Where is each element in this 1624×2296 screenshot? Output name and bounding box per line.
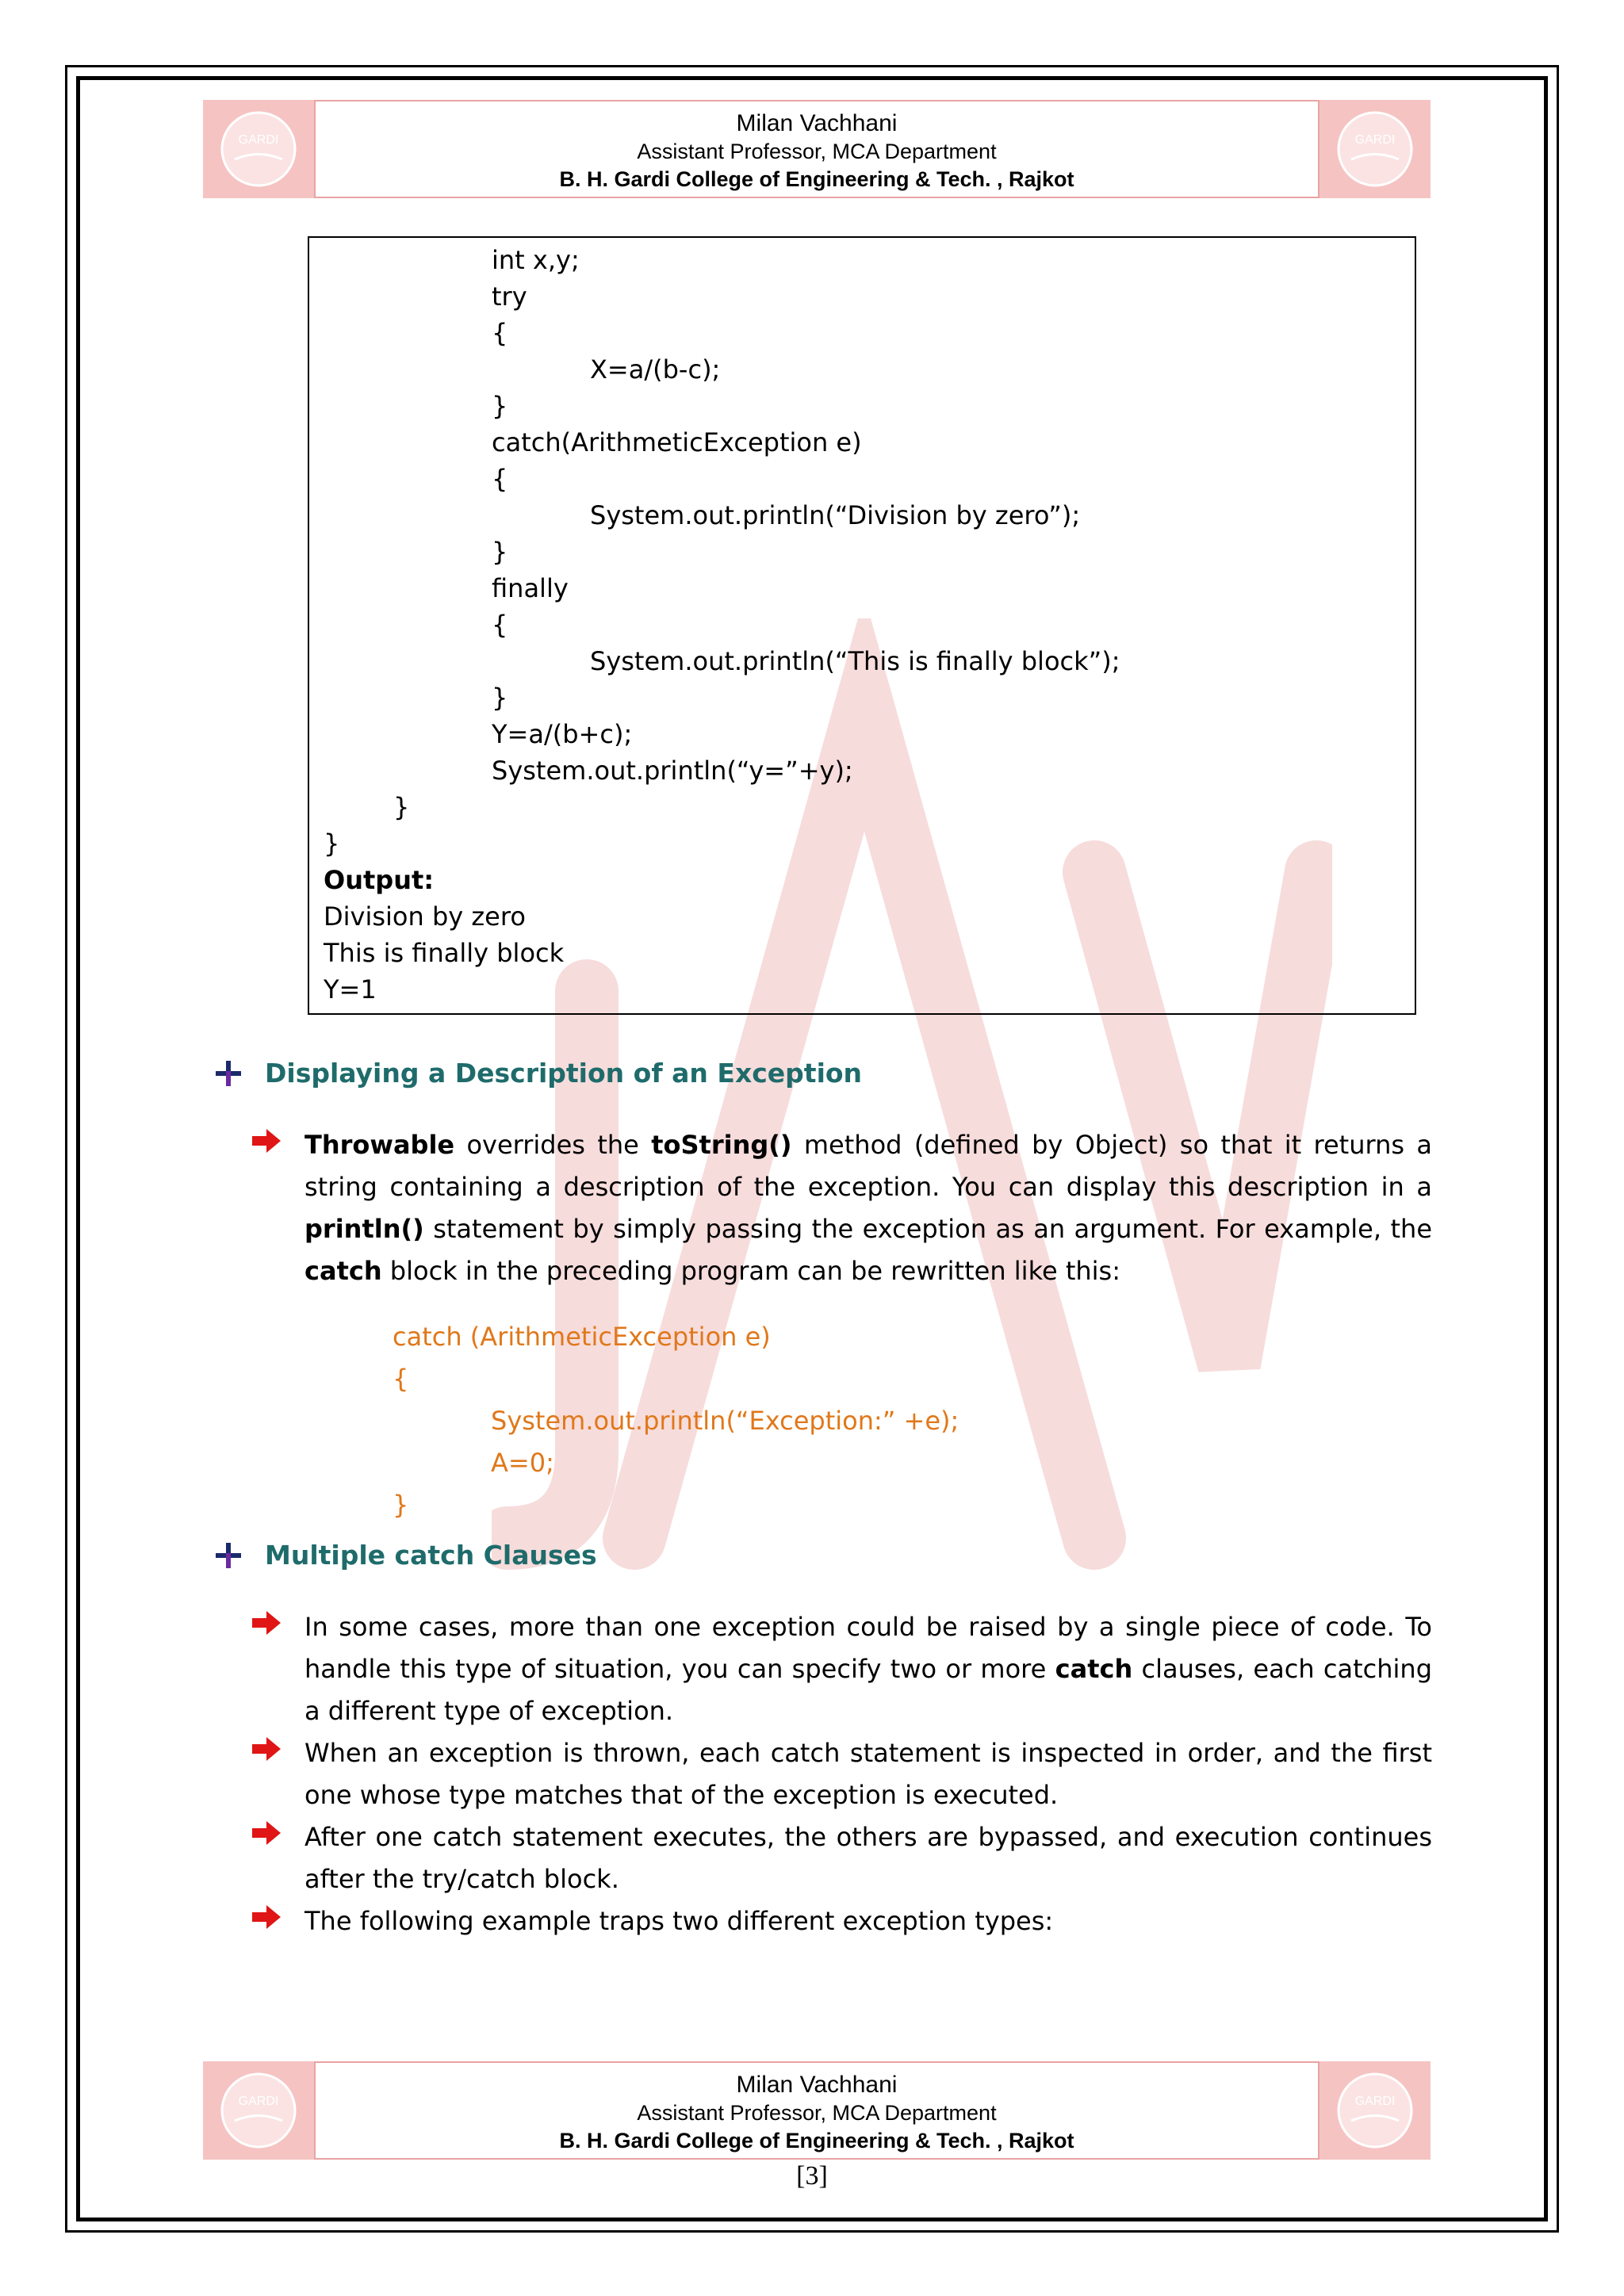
list-item [252, 1816, 1432, 1900]
code-line: { [492, 610, 508, 640]
svg-text:GARDI: GARDI [1354, 2095, 1396, 2108]
list-item [252, 1124, 1432, 1292]
arrow-bullet-icon [252, 1129, 281, 1153]
list-item [252, 1606, 1432, 1732]
header-text-box [314, 100, 1320, 198]
code-line: A=0; [491, 1448, 554, 1478]
college-name: B. H. Gardi College of Engineering & Tech. , Rajkot [559, 167, 1074, 191]
college-logo-icon [203, 100, 314, 198]
code-line: } [324, 828, 340, 859]
paragraph-text: The following example traps two different exception types: [304, 1906, 1054, 1936]
college-logo-icon [1320, 2061, 1431, 2160]
paragraph-text: When an exception is thrown, each catch statement is inspected in order, and the first one whose type matches that of the exception is executed. [304, 1738, 1432, 1810]
code-line: Y=a/(b+c); [492, 719, 633, 749]
code-line: finally [492, 573, 569, 603]
code-line: } [492, 683, 508, 713]
college-name: B. H. Gardi College of Engineering & Tech. , Rajkot [559, 2129, 1074, 2152]
paragraph-text: After one catch statement executes, the others are bypassed, and execution continues after the try/catch block. [304, 1822, 1432, 1894]
svg-text:GARDI: GARDI [238, 133, 279, 147]
svg-text:GARDI: GARDI [1354, 133, 1396, 147]
code-example-box [308, 236, 1416, 1015]
arrow-bullet-icon [252, 1821, 281, 1845]
code-line: System.out.println(“This is finally block”); [590, 646, 1120, 676]
code-line: { [393, 1364, 409, 1394]
author-name: Milan Vachhani [736, 2072, 898, 2098]
list-item [252, 1732, 1432, 1816]
arrow-bullet-icon [252, 1905, 281, 1929]
college-logo-icon [1320, 100, 1431, 198]
college-logo-icon [203, 2061, 314, 2160]
code-line: } [492, 537, 508, 567]
svg-text:GARDI: GARDI [238, 2095, 279, 2108]
section-heading [214, 1058, 862, 1089]
list-item [252, 1900, 1432, 1942]
section-title: Displaying a Description of an Exception [265, 1058, 863, 1089]
code-line: X=a/(b-c); [590, 354, 721, 385]
code-line: catch (ArithmeticException e) [393, 1322, 771, 1352]
plus-bullet-icon [214, 1541, 243, 1570]
section-title: Multiple catch Clauses [265, 1540, 597, 1571]
paragraph-text: In some cases, more than one exception could be raised by a single piece of code. To handle this type of situation, you can specify two or more catch clauses, each catching a different type of exception. [304, 1612, 1433, 1726]
paragraph-text: Throwable overrides the toString() method (defined by Object) so that it returns a string containing a description of the exception. You can display this description in a println() statement by simply passing the exception as an argument. For example, the catch block in the preceding program can be rewritten like this: [304, 1130, 1433, 1286]
page-header [203, 100, 1431, 198]
code-line: System.out.println(“Exception:” +e); [491, 1406, 959, 1436]
arrow-bullet-icon [252, 1611, 281, 1635]
footer-text-box [314, 2061, 1320, 2160]
output-line: Y=1 [324, 974, 377, 1004]
plus-bullet-icon [214, 1059, 243, 1088]
code-line: } [393, 792, 410, 822]
code-line: { [492, 318, 508, 348]
output-line: This is finally block [324, 938, 565, 968]
code-line: { [492, 464, 508, 494]
arrow-bullet-icon [252, 1737, 281, 1761]
page-number: [3] [796, 2161, 828, 2191]
author-title: Assistant Professor, MCA Department [637, 2101, 997, 2125]
section-heading [214, 1540, 597, 1571]
output-line: Division by zero [324, 901, 526, 932]
code-line: System.out.println(“y=”+y); [492, 756, 853, 786]
code-line: try [492, 281, 527, 312]
page-footer [203, 2061, 1431, 2160]
code-line: catch(ArithmeticException e) [492, 427, 862, 457]
code-line: System.out.println(“Division by zero”); [590, 500, 1081, 530]
code-line: } [492, 391, 508, 421]
code-line: } [393, 1490, 409, 1520]
code-line: int x,y; [492, 245, 580, 275]
author-title: Assistant Professor, MCA Department [637, 140, 997, 163]
output-label: Output: [324, 865, 435, 895]
author-name: Milan Vachhani [736, 110, 898, 136]
